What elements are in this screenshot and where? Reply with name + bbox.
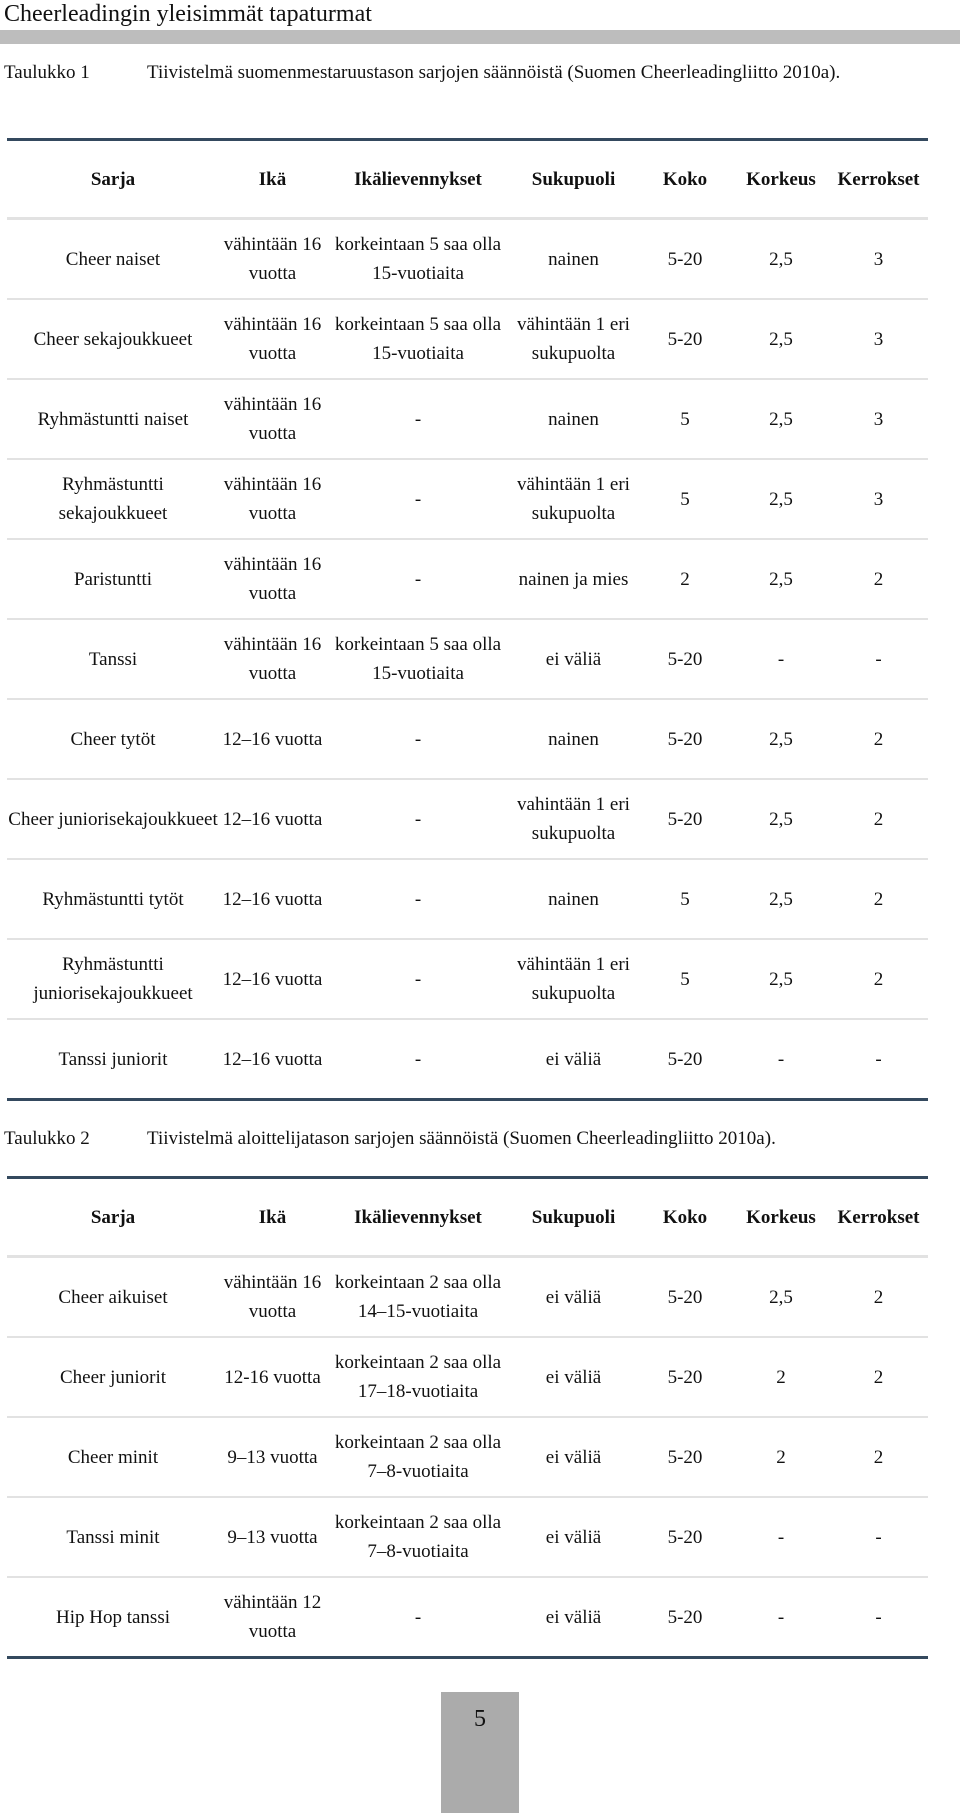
age-cell: vähintään 16 vuotta bbox=[220, 379, 325, 459]
levels-cell: 2 bbox=[828, 699, 928, 779]
levels-cell: 2 bbox=[828, 939, 928, 1019]
table-row bbox=[7, 1337, 928, 1417]
header-divider-bar bbox=[0, 30, 960, 44]
levels-cell: - bbox=[828, 1019, 928, 1100]
height-cell: 2,5 bbox=[734, 779, 828, 859]
series-cell: Cheer sekajoukkueet bbox=[7, 299, 220, 379]
table-row bbox=[7, 699, 928, 779]
column-header-levels: Kerrokset bbox=[828, 1178, 928, 1257]
size-cell: 5-20 bbox=[636, 699, 734, 779]
age-cell: 12–16 vuotta bbox=[220, 1019, 325, 1100]
series-cell: Ryhmästuntti juniorisekajoukkueet bbox=[7, 939, 220, 1019]
gender-cell: nainen bbox=[511, 379, 636, 459]
size-cell: 5 bbox=[636, 459, 734, 539]
height-cell: - bbox=[734, 619, 828, 699]
series-cell: Cheer aikuiset bbox=[7, 1257, 220, 1338]
table-row bbox=[7, 1577, 928, 1658]
age-exception-cell: - bbox=[325, 779, 511, 859]
table-row bbox=[7, 1257, 928, 1338]
age-cell: vähintään 16 vuotta bbox=[220, 1257, 325, 1338]
levels-cell: 3 bbox=[828, 219, 928, 300]
levels-cell: 2 bbox=[828, 1417, 928, 1497]
age-cell: vähintään 16 vuotta bbox=[220, 219, 325, 300]
gender-cell: ei väliä bbox=[511, 1497, 636, 1577]
size-cell: 5 bbox=[636, 859, 734, 939]
age-cell: 9–13 vuotta bbox=[220, 1497, 325, 1577]
levels-cell: 2 bbox=[828, 1337, 928, 1417]
levels-cell: 3 bbox=[828, 459, 928, 539]
size-cell: 5-20 bbox=[636, 1577, 734, 1658]
age-exception-cell: - bbox=[325, 539, 511, 619]
size-cell: 2 bbox=[636, 539, 734, 619]
levels-cell: 2 bbox=[828, 859, 928, 939]
table-row bbox=[7, 219, 928, 300]
gender-cell: ei väliä bbox=[511, 619, 636, 699]
gender-cell: nainen ja mies bbox=[511, 539, 636, 619]
column-header-height: Korkeus bbox=[734, 140, 828, 219]
levels-cell: - bbox=[828, 1497, 928, 1577]
age-exception-cell: - bbox=[325, 1577, 511, 1658]
series-cell: Ryhmästuntti naiset bbox=[7, 379, 220, 459]
age-exception-cell: - bbox=[325, 699, 511, 779]
column-header-age-exceptions: Ikälievennykset bbox=[325, 140, 511, 219]
table-row bbox=[7, 459, 928, 539]
page-number: 5 bbox=[441, 1692, 519, 1813]
column-header-size: Koko bbox=[636, 1178, 734, 1257]
height-cell: 2,5 bbox=[734, 459, 828, 539]
size-cell: 5 bbox=[636, 379, 734, 459]
table-row bbox=[7, 619, 928, 699]
gender-cell: nainen bbox=[511, 219, 636, 300]
column-header-series: Sarja bbox=[7, 1178, 220, 1257]
age-cell: 12–16 vuotta bbox=[220, 699, 325, 779]
age-exception-cell: - bbox=[325, 459, 511, 539]
table-row bbox=[7, 939, 928, 1019]
table-row bbox=[7, 779, 928, 859]
column-header-age: Ikä bbox=[220, 140, 325, 219]
age-cell: 12-16 vuotta bbox=[220, 1337, 325, 1417]
levels-cell: 2 bbox=[828, 779, 928, 859]
gender-cell: ei väliä bbox=[511, 1577, 636, 1658]
height-cell: 2,5 bbox=[734, 939, 828, 1019]
levels-cell: - bbox=[828, 1577, 928, 1658]
gender-cell: vähintään 1 eri sukupuolta bbox=[511, 299, 636, 379]
series-cell: Tanssi juniorit bbox=[7, 1019, 220, 1100]
table-row bbox=[7, 1019, 928, 1100]
gender-cell: vähintään 1 eri sukupuolta bbox=[511, 939, 636, 1019]
levels-cell: 3 bbox=[828, 299, 928, 379]
height-cell: 2,5 bbox=[734, 1257, 828, 1338]
table-row bbox=[7, 299, 928, 379]
age-exception-cell: - bbox=[325, 939, 511, 1019]
height-cell: 2,5 bbox=[734, 699, 828, 779]
levels-cell: 3 bbox=[828, 379, 928, 459]
table2-caption-text: Tiivistelmä aloittelijatason sarjojen säännöistä (Suomen Cheerleadingliitto 2010a). bbox=[147, 1128, 776, 1149]
age-exception-cell: - bbox=[325, 1019, 511, 1100]
series-cell: Hip Hop tanssi bbox=[7, 1577, 220, 1658]
size-cell: 5 bbox=[636, 939, 734, 1019]
column-header-size: Koko bbox=[636, 140, 734, 219]
series-cell: Cheer minit bbox=[7, 1417, 220, 1497]
size-cell: 5-20 bbox=[636, 619, 734, 699]
table-row bbox=[7, 539, 928, 619]
height-cell: 2,5 bbox=[734, 539, 828, 619]
column-header-levels: Kerrokset bbox=[828, 140, 928, 219]
age-exception-cell: korkeintaan 2 saa olla 17–18-vuotiaita bbox=[325, 1337, 511, 1417]
series-cell: Tanssi bbox=[7, 619, 220, 699]
table1-header-row bbox=[7, 140, 928, 219]
age-cell: vähintään 16 vuotta bbox=[220, 619, 325, 699]
height-cell: - bbox=[734, 1019, 828, 1100]
age-exception-cell: - bbox=[325, 859, 511, 939]
column-header-gender: Sukupuoli bbox=[511, 1178, 636, 1257]
height-cell: 2,5 bbox=[734, 379, 828, 459]
age-cell: 9–13 vuotta bbox=[220, 1417, 325, 1497]
height-cell: - bbox=[734, 1577, 828, 1658]
size-cell: 5-20 bbox=[636, 219, 734, 300]
size-cell: 5-20 bbox=[636, 1337, 734, 1417]
table2-header-row bbox=[7, 1178, 928, 1257]
table-row bbox=[7, 1497, 928, 1577]
gender-cell: nainen bbox=[511, 859, 636, 939]
age-cell: 12–16 vuotta bbox=[220, 779, 325, 859]
size-cell: 5-20 bbox=[636, 299, 734, 379]
age-cell: vähintään 16 vuotta bbox=[220, 299, 325, 379]
age-cell: vähintään 16 vuotta bbox=[220, 539, 325, 619]
levels-cell: 2 bbox=[828, 1257, 928, 1338]
size-cell: 5-20 bbox=[636, 779, 734, 859]
table1-caption-text: Tiivistelmä suomenmestaruustason sarjojen säännöistä (Suomen Cheerleadingliitto 2010a). bbox=[147, 62, 841, 83]
age-exception-cell: - bbox=[325, 379, 511, 459]
height-cell: - bbox=[734, 1497, 828, 1577]
table-row bbox=[7, 859, 928, 939]
column-header-series: Sarja bbox=[7, 140, 220, 219]
gender-cell: vahintään 1 eri sukupuolta bbox=[511, 779, 636, 859]
series-cell: Tanssi minit bbox=[7, 1497, 220, 1577]
column-header-age-exceptions: Ikälievennykset bbox=[325, 1178, 511, 1257]
height-cell: 2,5 bbox=[734, 859, 828, 939]
table2-caption-label: Taulukko 2 bbox=[4, 1128, 90, 1149]
table1-caption bbox=[4, 60, 924, 120]
column-header-gender: Sukupuoli bbox=[511, 140, 636, 219]
table1-competition-rules bbox=[7, 138, 928, 1101]
levels-cell: 2 bbox=[828, 539, 928, 619]
table2-beginner-rules bbox=[7, 1176, 928, 1659]
size-cell: 5-20 bbox=[636, 1257, 734, 1338]
height-cell: 2 bbox=[734, 1417, 828, 1497]
height-cell: 2,5 bbox=[734, 299, 828, 379]
gender-cell: ei väliä bbox=[511, 1257, 636, 1338]
age-exception-cell: korkeintaan 5 saa olla 15-vuotiaita bbox=[325, 219, 511, 300]
gender-cell: vähintään 1 eri sukupuolta bbox=[511, 459, 636, 539]
age-exception-cell: korkeintaan 5 saa olla 15-vuotiaita bbox=[325, 619, 511, 699]
age-exception-cell: korkeintaan 2 saa olla 14–15-vuotiaita bbox=[325, 1257, 511, 1338]
height-cell: 2,5 bbox=[734, 219, 828, 300]
table2-caption bbox=[4, 1126, 924, 1156]
series-cell: Paristuntti bbox=[7, 539, 220, 619]
series-cell: Ryhmästuntti tytöt bbox=[7, 859, 220, 939]
series-cell: Cheer juniorisekajoukkueet bbox=[7, 779, 220, 859]
column-header-age: Ikä bbox=[220, 1178, 325, 1257]
series-cell: Ryhmästuntti sekajoukkueet bbox=[7, 459, 220, 539]
series-cell: Cheer tytöt bbox=[7, 699, 220, 779]
height-cell: 2 bbox=[734, 1337, 828, 1417]
age-exception-cell: korkeintaan 5 saa olla 15-vuotiaita bbox=[325, 299, 511, 379]
gender-cell: ei väliä bbox=[511, 1019, 636, 1100]
running-header-title: Cheerleadingin yleisimmät tapaturmat bbox=[4, 1, 372, 27]
size-cell: 5-20 bbox=[636, 1417, 734, 1497]
column-header-height: Korkeus bbox=[734, 1178, 828, 1257]
age-exception-cell: korkeintaan 2 saa olla 7–8-vuotiaita bbox=[325, 1497, 511, 1577]
levels-cell: - bbox=[828, 619, 928, 699]
table-row bbox=[7, 379, 928, 459]
table-row bbox=[7, 1417, 928, 1497]
size-cell: 5-20 bbox=[636, 1497, 734, 1577]
age-exception-cell: korkeintaan 2 saa olla 7–8-vuotiaita bbox=[325, 1417, 511, 1497]
series-cell: Cheer juniorit bbox=[7, 1337, 220, 1417]
age-cell: vähintään 16 vuotta bbox=[220, 459, 325, 539]
gender-cell: ei väliä bbox=[511, 1337, 636, 1417]
gender-cell: nainen bbox=[511, 699, 636, 779]
size-cell: 5-20 bbox=[636, 1019, 734, 1100]
age-cell: 12–16 vuotta bbox=[220, 859, 325, 939]
gender-cell: ei väliä bbox=[511, 1417, 636, 1497]
table1-caption-label: Taulukko 1 bbox=[4, 62, 90, 83]
age-cell: 12–16 vuotta bbox=[220, 939, 325, 1019]
series-cell: Cheer naiset bbox=[7, 219, 220, 300]
age-cell: vähintään 12 vuotta bbox=[220, 1577, 325, 1658]
